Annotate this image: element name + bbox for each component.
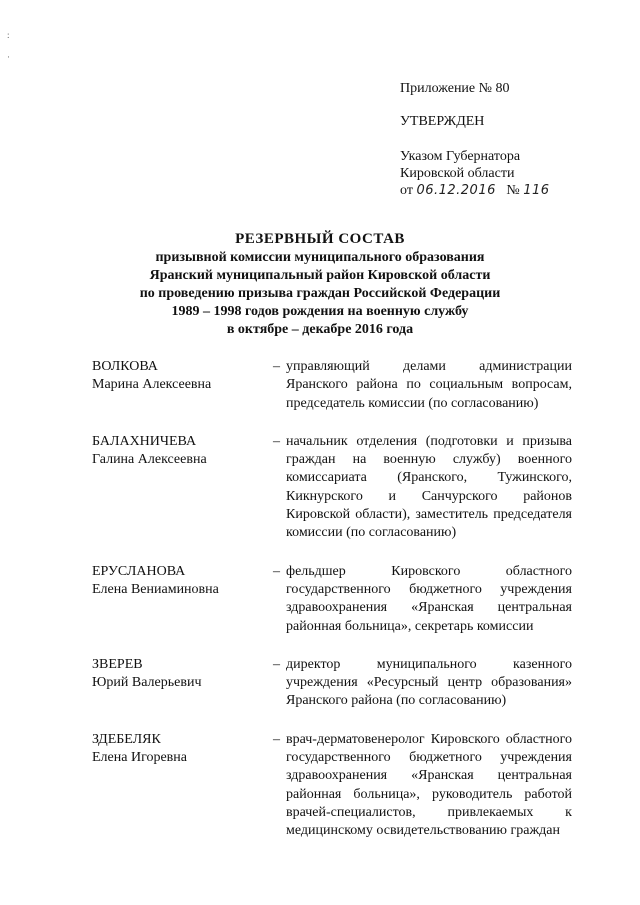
member-entry bbox=[92, 563, 572, 636]
number-sign: № bbox=[506, 183, 520, 198]
member-entry bbox=[92, 656, 572, 711]
member-role: управляющий делами администрации Яранского района по социальным вопросам, председатель комиссии (по согласованию) bbox=[286, 359, 572, 411]
scan-mark: : bbox=[7, 30, 10, 40]
date-prefix: от bbox=[400, 183, 413, 198]
member-given-name: Елена Вениаминовна bbox=[92, 581, 219, 597]
member-role: врач-дерматовенеролог Кировского областного государственного бюджетного учреждения здравоохранения «Яранская центральная районная больница», руководитель работой врачей-специалистов, привлекаемых к медицинскому освидетельствованию граждан bbox=[286, 731, 572, 839]
dash-separator: – bbox=[273, 731, 280, 747]
member-role: директор муниципального казенного учреждения «Ресурсный центр образования» Яранского района (по согласованию) bbox=[286, 656, 572, 709]
member-entry bbox=[92, 358, 572, 413]
heading-line: призывной комиссии муниципального образования bbox=[155, 250, 485, 265]
member-surname: ЗДЕБЕЛЯК bbox=[92, 731, 161, 747]
member-surname: ЗВЕРЕВ bbox=[92, 656, 143, 672]
handwritten-number: 116 bbox=[523, 183, 550, 198]
member-name bbox=[92, 358, 273, 413]
member-name bbox=[92, 656, 273, 711]
heading-line: по проведению призыва граждан Российской Федерации bbox=[139, 286, 501, 301]
member-surname: ВОЛКОВА bbox=[92, 359, 158, 374]
member-given-name: Юрий Валерьевич bbox=[92, 675, 202, 691]
appendix-number: Приложение № 80 bbox=[400, 81, 510, 96]
member-name bbox=[92, 731, 273, 841]
approved-label: УТВЕРЖДЕН bbox=[400, 114, 485, 129]
decree-date-line bbox=[400, 182, 620, 199]
scan-mark: · bbox=[7, 52, 10, 62]
heading-line: Яранский муниципальный район Кировской области bbox=[149, 268, 491, 283]
heading-line: 1989 – 1998 годов рождения на военную службу bbox=[171, 304, 469, 319]
members-list bbox=[92, 358, 572, 861]
member-name bbox=[92, 563, 273, 636]
member-given-name: Марина Алексеевна bbox=[92, 377, 212, 393]
dash-separator: – bbox=[273, 656, 280, 672]
member-role: начальник отделения (подготовки и призыва граждан на военную службу) военного комиссариата (Яранского, Тужинского, Кикнурского и Санчурского районов Кировской области), заместитель председателя комиссии (по согласованию) bbox=[286, 433, 572, 541]
dash-separator: – bbox=[273, 433, 280, 449]
decree-line-1: Указом Губернатора bbox=[400, 149, 521, 164]
member-role: фельдшер Кировского областного государственного бюджетного учреждения здравоохранения «Яранская центральная районная больница», секретарь комиссии bbox=[286, 563, 572, 634]
member-entry bbox=[92, 731, 572, 841]
approval-block bbox=[400, 80, 620, 199]
member-given-name: Галина Алексеевна bbox=[92, 452, 207, 468]
document-title: РЕЗЕРВНЫЙ СОСТАВ bbox=[235, 231, 405, 247]
member-surname: БАЛАХНИЧЕВА bbox=[92, 433, 197, 449]
member-name bbox=[92, 433, 273, 543]
member-given-name: Елена Игоревна bbox=[92, 750, 187, 766]
decree-line-2: Кировской области bbox=[400, 166, 515, 181]
dash-separator: – bbox=[273, 359, 280, 374]
handwritten-date: 06.12.2016 bbox=[416, 183, 496, 198]
dash-separator: – bbox=[273, 563, 280, 579]
member-entry bbox=[92, 433, 572, 543]
heading-line: в октябре – декабре 2016 года bbox=[226, 322, 414, 337]
member-surname: ЕРУСЛАНОВА bbox=[92, 563, 186, 579]
document-heading bbox=[0, 230, 640, 339]
